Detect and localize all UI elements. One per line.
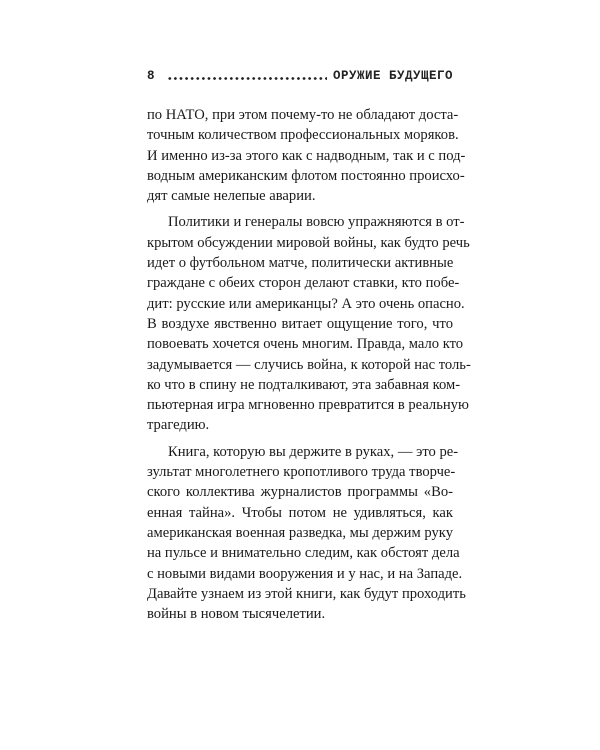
- text-line: Книга, которую вы держите в руках, — это ре-: [168, 443, 459, 460]
- text-line: ко что в спину не подталкивают, эта забавная ком-: [147, 376, 461, 393]
- page-number: 8: [147, 69, 156, 83]
- text-line: В воздухе явственно витает ощущение того, что: [147, 315, 453, 332]
- text-line: точным количеством профессиональных моряков.: [147, 127, 459, 144]
- text-line: крытом обсуждении мировой войны, как будто речь: [147, 234, 470, 251]
- text-line: войны в новом тысячелетии.: [147, 606, 326, 623]
- text-line: Давайте узнаем из этой книги, как будут проходить: [147, 585, 466, 602]
- text-line: И именно из-за этого как с надводным, так и с под-: [147, 147, 466, 164]
- text-line: Политики и генералы вовсю упражняются в от-: [168, 214, 465, 231]
- text-line: дит: русские или американцы? А это очень опасно.: [147, 295, 465, 312]
- text-line: дят самые нелепые аварии.: [147, 188, 316, 205]
- text-line: с новыми видами вооружения и у нас, и на Западе.: [147, 565, 463, 582]
- text-line: пьютерная игра мгновенно превратится в реальную: [147, 397, 469, 414]
- text-line: по НАТО, при этом почему-то не обладают доста-: [147, 107, 459, 123]
- paragraph-politics: [147, 212, 471, 435]
- running-title: ОРУЖИЕ БУДУЩЕГО: [332, 69, 453, 83]
- text-line: идет о футбольном матче, политически активные: [147, 255, 454, 272]
- paragraph-continuation: [147, 105, 466, 206]
- text-line: повоевать хочется очень многим. Правда, мало кто: [147, 336, 464, 353]
- dot-leader: [167, 77, 327, 80]
- text-line: трагедию.: [147, 417, 210, 434]
- paragraph-book: [147, 442, 466, 625]
- text-line: зультат многолетнего кропотливого труда творче-: [147, 464, 456, 481]
- text-line: американская военная разведка, мы держим руку: [147, 524, 453, 541]
- text-line: ского коллектива журналистов программы «Во-: [147, 484, 453, 501]
- text-line: водным американским флотом постоянно происхо-: [147, 167, 465, 184]
- body-text: [147, 105, 471, 624]
- text-line: на пульсе и внимательно следим, как обстоят дела: [147, 545, 460, 562]
- text-line: граждане с обеих сторон делают ставки, кто побе-: [147, 275, 460, 292]
- text-line: енная тайна». Чтобы потом не удивляться, как: [147, 504, 453, 521]
- running-head: [147, 66, 453, 86]
- text-line: задумывается — случись война, к которой нас толь-: [147, 356, 471, 373]
